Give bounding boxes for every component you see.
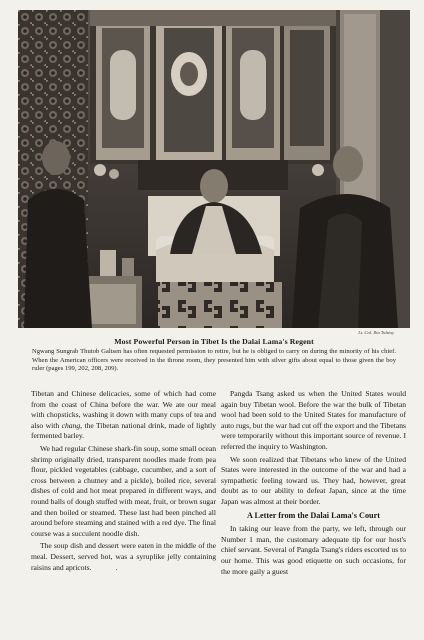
italic-word: chang — [61, 420, 81, 430]
caption-title: Most Powerful Person in Tibet Is the Dalai Lama's Regent — [114, 337, 314, 346]
left-paragraph-1: Tibetan and Chinese delicacies, some of which had come from the coast of China before the war. We ate our meal with chopsticks, washing it down with many cups of tea and also with chang, the Tibetan national drink, made of lightly fermented barley. — [31, 389, 217, 441]
section-heading: A Letter from the Dalai Lama's Court — [247, 510, 380, 520]
photo-credit: Lt. Col. Ilia Tolstoy — [358, 330, 394, 335]
caption-body: Ngwang Sungrab Thutob Galtsen has often requested permission to retire, but he is obliged to carry on during the minority of his chief. When the American officers were received in the throne room, they presented him with silver gifts about equal to those given the boy ruler (pages 199, 202, 208, 209). — [32, 348, 396, 373]
left-paragraph-2: We had regular Chinese shark-fin soup, some small ocean shrimp originally dried, transparent noodles made from pea flour, pickled vegetables (cabbage, cucumber, and a sort of cross between a chutney and a pickle), boiled rice, several dishes of cold and hot meat prepared in different ways, and round balls of dough stuffed with meat, fruit, or brown sugar and then boiled or steamed. These last had been pinched all around before steaming and stained with a red dye. The final course was a succulent noodle dish. — [31, 443, 216, 538]
left-column — [31, 389, 216, 575]
right-column — [221, 389, 406, 579]
photo-illustration — [18, 10, 410, 328]
right-paragraph-2: We soon realized that Tibetans who knew of the United States were interested in the outcome of the war and had a sympathetic feeling toward us. They had, however, great doubt as to our ability to defeat Japan, since at the time Japan was almost at their border. — [221, 454, 406, 506]
left-paragraph-3: The soup dish and dessert were eaten in the middle of the meal. Dessert, served hot, was a syruplike jelly containing raisins and apricots. . — [31, 541, 216, 572]
regent-photograph — [18, 10, 410, 328]
right-paragraph-1: Pangda Tsang asked us when the United States would again buy Tibetan wool. Before the war the bulk of Tibetan wool had been sold to the United States for manufacture of auto rugs, but the war had cut off the export and the Tibetans were temporarily without this important source of revenue. I referred the inquiry to Washington. — [221, 389, 406, 451]
right-paragraph-3: In taking our leave from the party, we left, through our Number 1 man, the customary adequate tip for our host's chief servant. Several of Pangda Tsang's riders escorted us to our home. This was good etiquette on such occasions, for the more gaily a guest — [221, 524, 407, 576]
stray-mark: . — [115, 562, 118, 572]
